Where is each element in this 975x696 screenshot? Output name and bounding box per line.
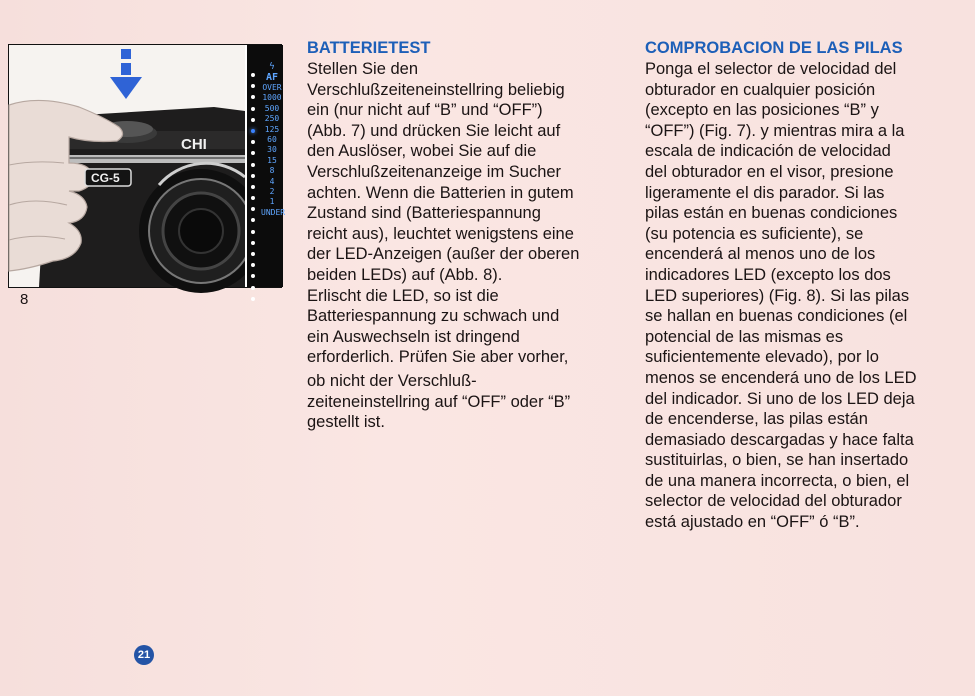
page-number-badge: 21 <box>134 645 154 665</box>
led-dot <box>251 196 255 200</box>
scale-value: 1000 <box>262 93 282 103</box>
german-paragraph: Erlischt die LED, so ist die Batteriespannung zu schwach und ein Auswechseln ist dringend erforderlich. Prüfen Sie aber vorher, <box>307 286 569 367</box>
scale-value: 125 <box>264 124 280 134</box>
scale-value: 8 <box>269 166 275 176</box>
shutter-speed-scale <box>261 62 286 218</box>
led-dot <box>251 140 255 144</box>
led-dot <box>251 218 255 222</box>
led-dot <box>251 207 255 211</box>
led-dot <box>251 95 255 99</box>
german-heading: BATTERIETEST <box>307 39 431 57</box>
camera-model-label: CG-5 <box>91 171 120 185</box>
scale-value: 250 <box>264 114 280 124</box>
led-dot <box>251 151 255 155</box>
scale-value: 2 <box>269 187 275 197</box>
scale-value: 15 <box>267 155 277 165</box>
figure-number: 8 <box>20 291 29 308</box>
german-column <box>307 37 625 433</box>
led-dot <box>251 185 255 189</box>
scale-value: 30 <box>267 145 277 155</box>
scale-value: 1 <box>269 197 275 207</box>
led-dot <box>251 252 255 256</box>
led-dot <box>251 118 255 122</box>
led-dot <box>251 84 255 88</box>
camera-illustration <box>9 45 245 287</box>
led-dot <box>251 263 255 267</box>
af-label: AF <box>265 72 279 83</box>
scale-value: 4 <box>269 176 275 186</box>
figure-camera-photo <box>8 44 286 288</box>
led-dot <box>251 163 255 167</box>
led-dot <box>251 107 255 111</box>
camera-brand-label: CHI <box>181 136 207 153</box>
led-dot <box>251 230 255 234</box>
led-dot <box>251 297 255 301</box>
led-indicator-column <box>251 73 259 308</box>
led-dot-lit <box>251 129 255 133</box>
viewfinder-led-scale <box>245 45 286 287</box>
led-dot <box>251 241 255 245</box>
scale-value: 60 <box>267 135 277 145</box>
spanish-paragraph: Ponga el selector de velocidad del obturador en cualquier posición (excepto en las posiciones “B” y “OFF”) (Fig. 7). y mientras mira a la escala de indicación de velocidad del obturador en el visor, presione ligeramente el dis parador. Si las pilas están en buenas condiciones (su potencia es suficiente), se encenderá al menos uno de los indicadores LED (excepto los dos LED superiores) (Fig. 8). Si las pilas se hallan en buenas condiciones (el potencial de las mismas es suficientemente elevado), por lo menos se encenderá uno de los LED del indicador. Si uno de los LED deja de encenderse, las pilas están demasiado descargadas y hace falta sustituirlas, o bien, se han insertado de una manera incorrecta, o bien, el selector de velocidad del obturador está ajustado en “OFF” ó “B”. <box>645 60 917 532</box>
spanish-heading: COMPROBACION DE LAS PILAS <box>645 39 903 57</box>
led-dot <box>251 274 255 278</box>
led-dot <box>251 174 255 178</box>
led-dot <box>251 286 255 290</box>
spanish-column <box>645 37 963 533</box>
led-dot <box>251 73 255 77</box>
scale-value-over: OVER <box>262 83 282 92</box>
flash-bolt-icon: ϟ <box>269 62 275 72</box>
scale-value-under: UNDER <box>261 207 286 217</box>
german-paragraph: ob nicht der Verschluß- zeiteneinstellring auf “OFF” oder “B” gestellt ist. <box>307 371 571 432</box>
scale-value: 500 <box>264 103 280 113</box>
german-paragraph: Stellen Sie den Verschlußzeiteneinstellring beliebig ein (nur nicht auf “B” und “OFF”) (Abb. 7) und drücken Sie leicht auf den Auslöser, wobei Sie auf die Verschlußzeitenanzeige im Sucher achten. Wenn die Batterien in gutem Zustand sind (Batteriespannung reicht aus), leuchtet wenigstens eine der LED-Anzeigen (außer der oberen beiden LEDs) auf (Abb. 8). <box>307 60 580 284</box>
